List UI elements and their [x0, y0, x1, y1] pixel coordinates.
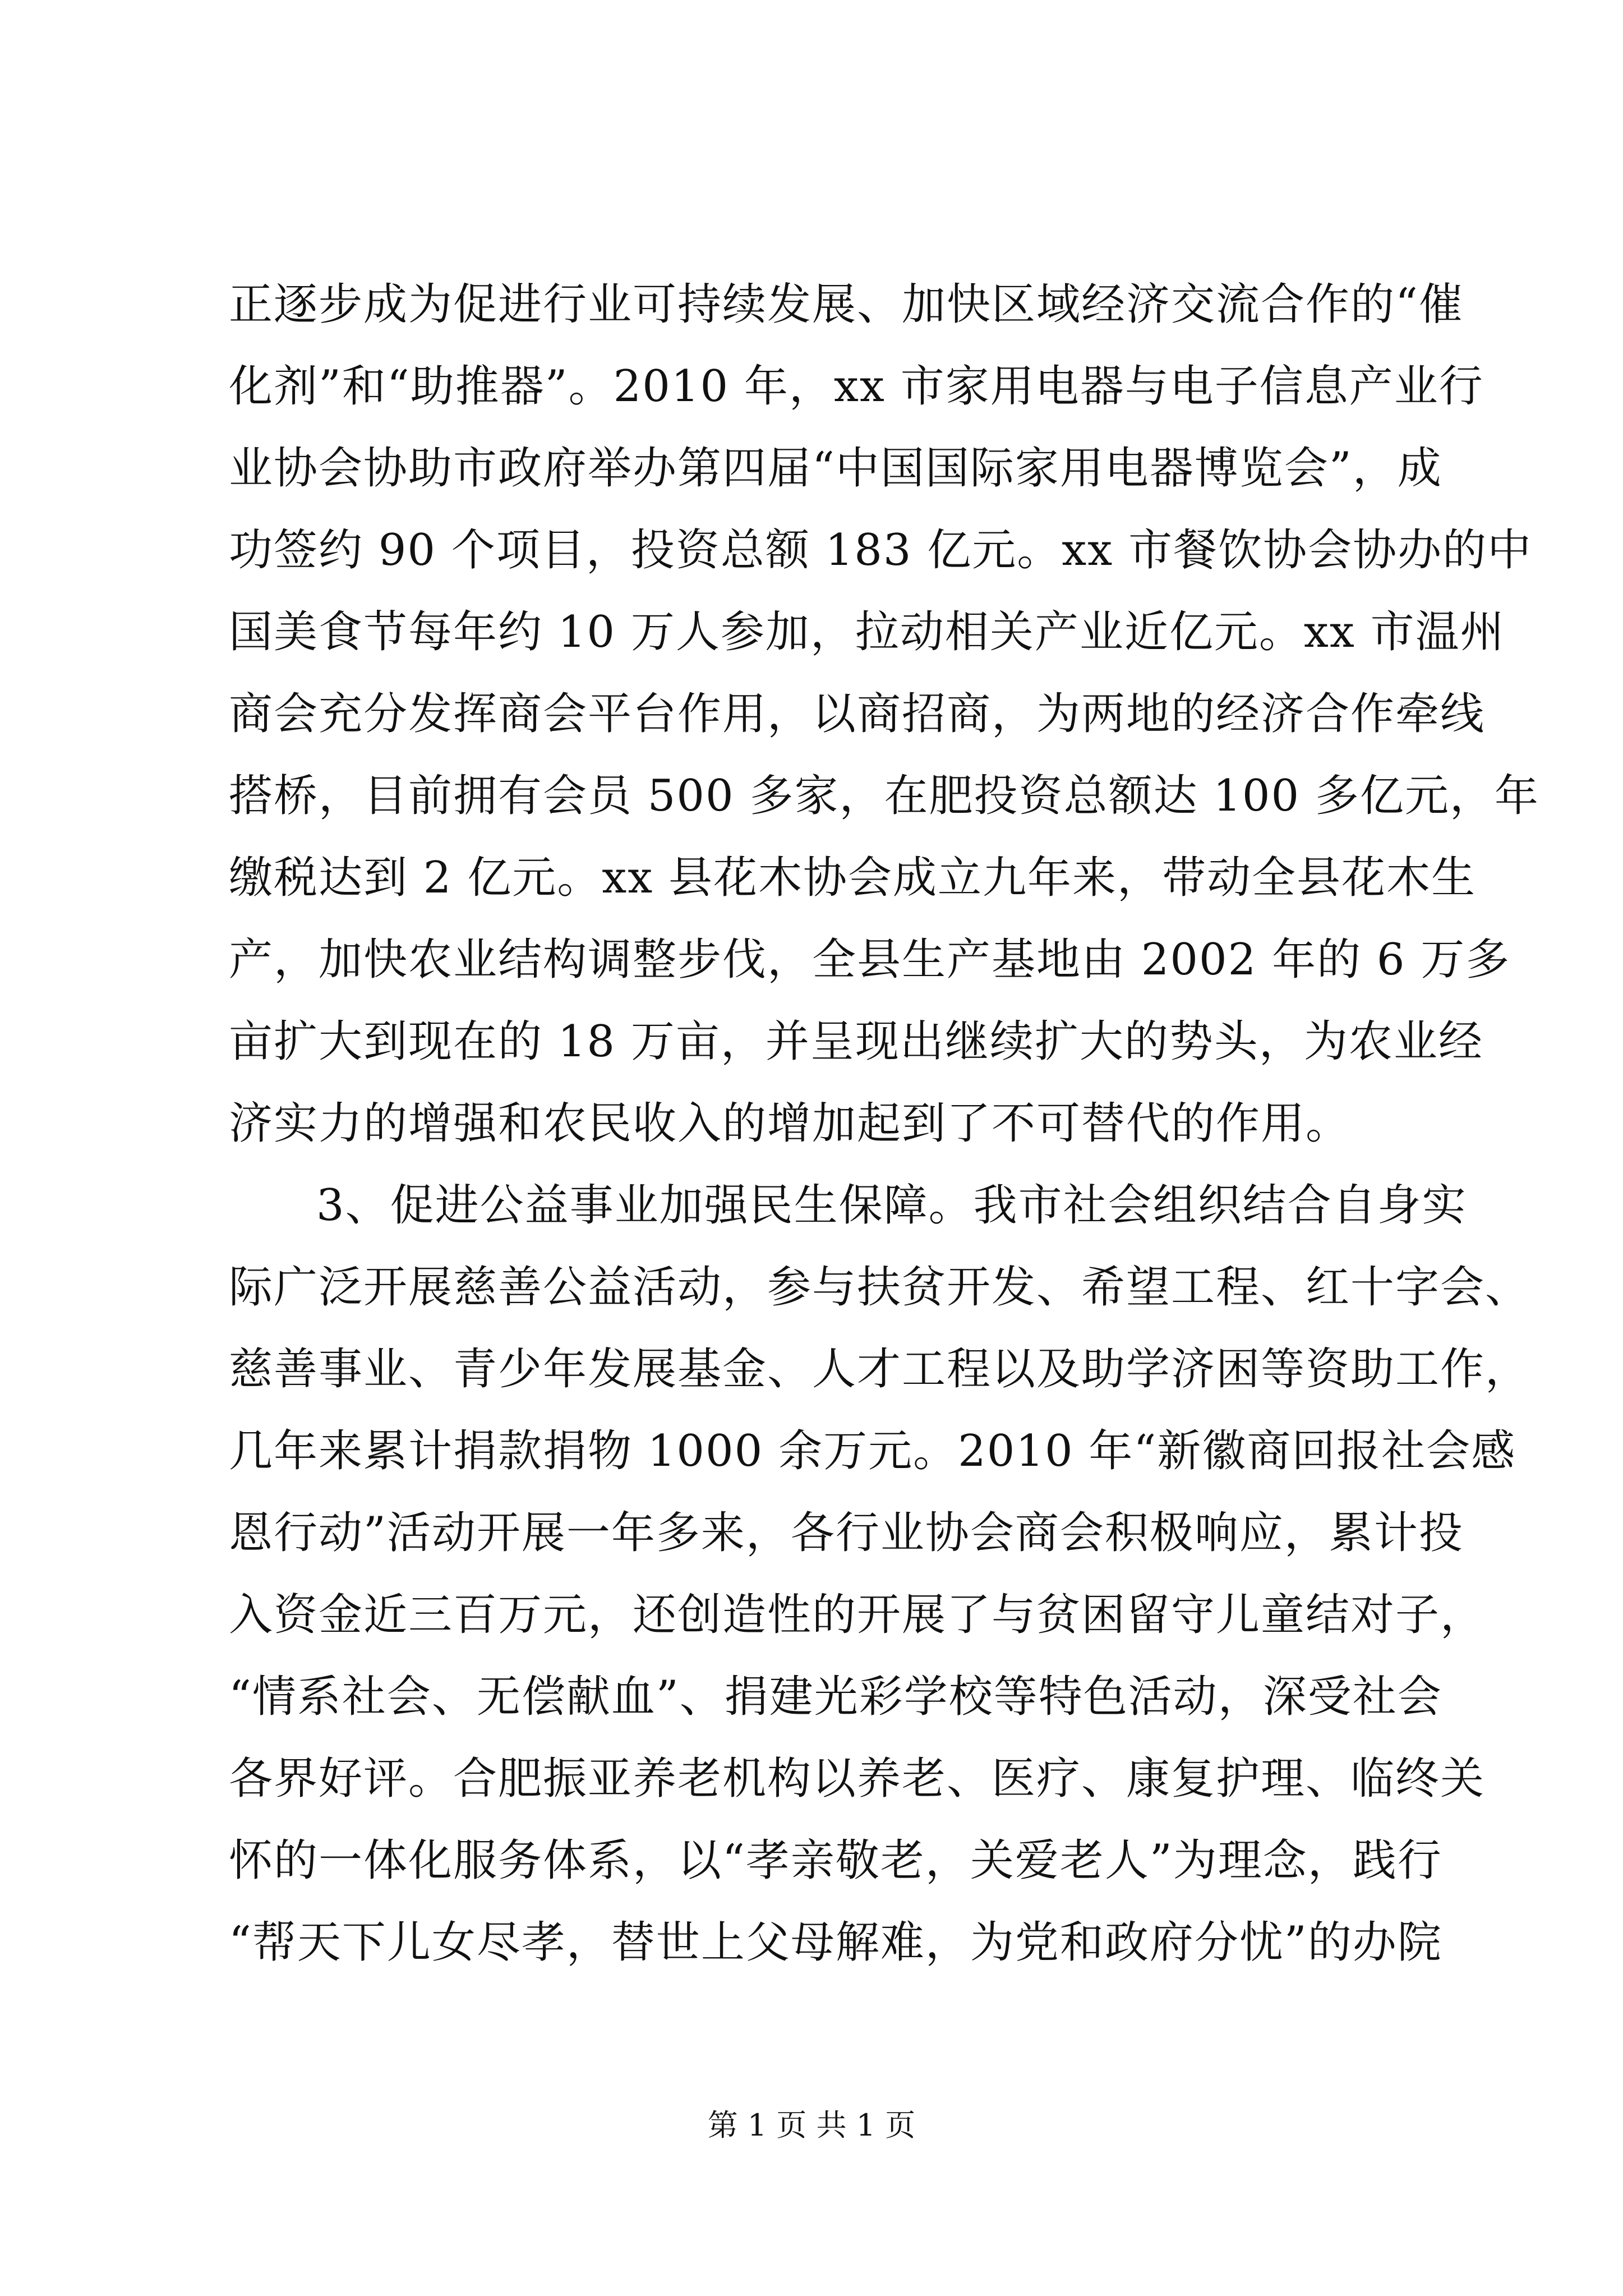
- text-line: 搭桥，目前拥有会员 500 多家，在肥投资总额达 100 多亿元，年: [229, 771, 1539, 821]
- text-line: 亩扩大到现在的 18 万亩，并呈现出继续扩大的势头，为农业经: [229, 1016, 1483, 1067]
- text-line: 缴税达到 2 亿元。xx 县花木协会成立九年来，带动全县花木生: [229, 853, 1476, 903]
- text-line: 各界好评。合肥振亚养老机构以养老、医疗、康复护理、临终关: [229, 1754, 1486, 1804]
- body-text: [229, 264, 1539, 1984]
- page-footer: 第 1 页 共 1 页: [707, 2108, 916, 2143]
- text-line: “帮天下儿女尽孝，替世上父母解难，为党和政府分忧”的办院: [229, 1917, 1442, 1968]
- text-line: 业协会协助市政府举办第四届“中国国际家用电器博览会”，成: [229, 443, 1442, 494]
- paragraph-start-line: 3、促进公益事业加强民生保障。我市社会组织结合自身实: [316, 1180, 1467, 1231]
- text-line: 际广泛开展慈善公益活动，参与扶贫开发、希望工程、红十字会、: [229, 1262, 1530, 1313]
- text-line: 几年来累计捐款捐物 1000 余万元。2010 年“新徽商回报社会感: [229, 1426, 1516, 1476]
- text-line: 恩行动”活动开展一年多来，各行业协会商会积极响应，累计投: [229, 1508, 1464, 1558]
- text-line: 化剂”和“助推器”。2010 年，xx 市家用电器与电子信息产业行: [229, 361, 1484, 412]
- text-line: 国美食节每年约 10 万人参加，拉动相关产业近亿元。xx 市温州: [229, 607, 1505, 657]
- text-line: 怀的一体化服务体系，以“孝亲敬老，关爱老人”为理念，践行: [229, 1835, 1442, 1886]
- text-line: 商会充分发挥商会平台作用，以商招商，为两地的经济合作牵线: [229, 689, 1486, 739]
- text-line: 产，加快农业结构调整步伐，全县生产基地由 2002 年的 6 万多: [229, 935, 1511, 985]
- text-line: “情系社会、无偿献血”、捐建光彩学校等特色活动，深受社会: [229, 1672, 1442, 1722]
- text-line: 功签约 90 个项目，投资总额 183 亿元。xx 市餐饮协会协办的中: [229, 525, 1533, 576]
- text-line: 慈善事业、青少年发展基金、人才工程以及助学济困等资助工作，: [229, 1344, 1530, 1395]
- text-line: 正逐步成为促进行业可持续发展、加快区域经济交流合作的“催: [229, 279, 1464, 330]
- text-line: 济实力的增强和农民收入的增加起到了不可替代的作用。: [229, 1098, 1351, 1149]
- text-line: 入资金近三百万元，还创造性的开展了与贫困留守儿童结对子，: [229, 1590, 1486, 1640]
